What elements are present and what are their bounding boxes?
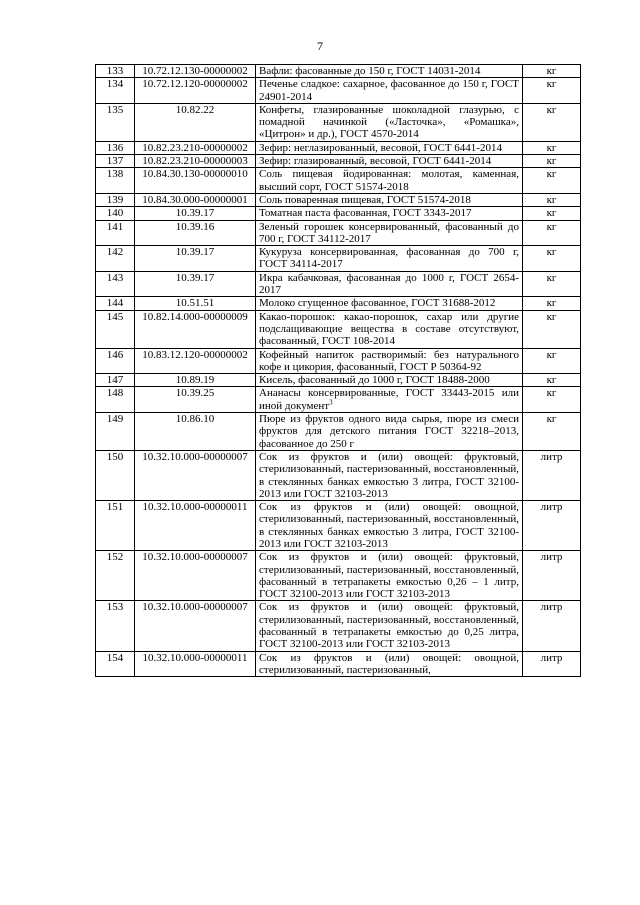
okpd-code-text: 10.86.10 [175, 413, 215, 426]
row-number [96, 168, 135, 194]
okpd-code-text: 10.39.25 [175, 387, 215, 400]
unit-of-measure [523, 651, 581, 677]
product-name [256, 168, 523, 194]
unit-of-measure [523, 310, 581, 348]
product-name [256, 310, 523, 348]
row-number-text: 144 [106, 297, 124, 310]
unit-of-measure [523, 141, 581, 154]
okpd-code [135, 413, 256, 451]
product-name [256, 78, 523, 104]
row-number [96, 220, 135, 246]
product-name [256, 207, 523, 220]
product-name [256, 450, 523, 500]
product-name [256, 271, 523, 297]
unit-of-measure-text: кг [546, 387, 557, 400]
product-name-text: Соль поваренная пищевая, ГОСТ 51574-2018 [259, 193, 471, 206]
table-row [96, 155, 581, 168]
product-name-text: Сок из фруктов и (или) овощей: фруктовый, стерилизованный, пастеризованный, восстановленный, фасованный в тетрапакеты емкостью до 0,25 литра, ГОСТ 32100-2013 или ГОСТ 32103-2013 [259, 601, 519, 651]
unit-of-measure-text: кг [546, 246, 557, 259]
unit-of-measure-text: кг [546, 220, 557, 233]
row-number-text: 137 [106, 155, 124, 168]
unit-of-measure-text: кг [546, 413, 557, 426]
row-number [96, 155, 135, 168]
unit-of-measure [523, 220, 581, 246]
product-name-text: Ананасы консервированные, ГОСТ 33443-2015 или иной документ [259, 387, 519, 412]
product-name [256, 551, 523, 601]
unit-of-measure [523, 551, 581, 601]
table-row [96, 193, 581, 206]
unit-of-measure [523, 103, 581, 141]
row-number-text: 153 [106, 601, 124, 614]
unit-of-measure-text: кг [546, 207, 557, 220]
row-number [96, 103, 135, 141]
product-name [256, 65, 523, 78]
row-number [96, 78, 135, 104]
okpd-code [135, 387, 256, 413]
unit-of-measure-text: кг [546, 297, 557, 310]
unit-of-measure [523, 374, 581, 387]
table-row [96, 310, 581, 348]
row-number-text: 139 [106, 193, 124, 206]
row-number-text: 150 [106, 450, 124, 463]
okpd-code-text: 10.84.30.130-00000010 [142, 168, 248, 181]
okpd-code-text: 10.32.10.000-00000011 [142, 651, 248, 664]
row-number-text: 136 [106, 141, 124, 154]
unit-of-measure-text: литр [540, 601, 563, 614]
row-number [96, 374, 135, 387]
product-name [256, 387, 523, 413]
unit-of-measure [523, 168, 581, 194]
unit-of-measure-text: кг [546, 103, 557, 116]
okpd-code [135, 374, 256, 387]
unit-of-measure [523, 246, 581, 272]
okpd-code [135, 155, 256, 168]
row-number [96, 246, 135, 272]
product-name-text: Сок из фруктов и (или) овощей: овощной, стерилизованный, пастеризованный, [259, 651, 519, 676]
table-row [96, 601, 581, 651]
unit-of-measure-text: кг [546, 141, 557, 154]
row-number-text: 145 [106, 310, 124, 323]
product-name-text: Зеленый горошек консервированный, фасованный до 700 г, ГОСТ 34112-2017 [259, 220, 519, 245]
product-name-text: Икра кабачковая, фасованная до 1000 г, ГОСТ 2654-2017 [259, 271, 519, 297]
row-number [96, 141, 135, 154]
table-row [96, 141, 581, 154]
table-row [96, 271, 581, 297]
product-name-text: Зефир: неглазированный, весовой, ГОСТ 6441-2014 [259, 141, 502, 154]
okpd-code-text: 10.39.17 [175, 271, 215, 284]
okpd-code [135, 207, 256, 220]
product-name-text: Соль пищевая йодированная: молотая, каменная, высший сорт, ГОСТ 51574-2018 [259, 168, 519, 193]
goods-table-body [96, 65, 581, 677]
product-name [256, 141, 523, 154]
okpd-code [135, 601, 256, 651]
unit-of-measure-text: литр [540, 651, 563, 664]
unit-of-measure-text: кг [546, 348, 557, 361]
okpd-code-text: 10.84.30.000-00000001 [142, 193, 248, 206]
table-row [96, 551, 581, 601]
product-name-text: Кофейный напиток растворимый: без натурального кофе и цикория, фасованный, ГОСТ Р 50364-92 [259, 348, 519, 373]
okpd-code-text: 10.82.23.210-00000003 [142, 155, 248, 168]
unit-of-measure [523, 65, 581, 78]
product-name [256, 501, 523, 551]
row-number [96, 310, 135, 348]
okpd-code-text: 10.32.10.000-00000011 [142, 501, 248, 514]
row-number [96, 271, 135, 297]
unit-of-measure-text: кг [546, 168, 557, 181]
product-name [256, 413, 523, 451]
unit-of-measure-text: кг [546, 78, 557, 91]
row-number [96, 193, 135, 206]
okpd-code-text: 10.39.17 [175, 207, 215, 220]
table-row [96, 103, 581, 141]
page-number: 7 [317, 39, 323, 53]
unit-of-measure [523, 450, 581, 500]
product-name [256, 374, 523, 387]
product-name-text: Зефир: глазированный, весовой, ГОСТ 6441-2014 [259, 155, 492, 168]
okpd-code [135, 65, 256, 78]
okpd-code-text: 10.32.10.000-00000007 [142, 551, 248, 564]
unit-of-measure-text: кг [546, 65, 557, 77]
unit-of-measure-text: кг [546, 374, 557, 387]
row-number [96, 348, 135, 374]
okpd-code-text: 10.72.12.130-00000002 [142, 65, 248, 77]
product-name [256, 193, 523, 206]
table-row [96, 374, 581, 387]
product-name-text: Кисель, фасованный до 1000 г, ГОСТ 18488-2000 [259, 374, 490, 387]
okpd-code-text: 10.39.16 [175, 220, 215, 233]
unit-of-measure [523, 297, 581, 310]
table-row [96, 207, 581, 220]
okpd-code [135, 193, 256, 206]
row-number-text: 134 [106, 78, 124, 91]
okpd-code [135, 297, 256, 310]
row-number [96, 501, 135, 551]
okpd-code-text: 10.82.23.210-00000002 [142, 141, 248, 154]
product-name-text: Конфеты, глазированные шоколадной глазурью, с помадной начинкой («Ласточка», «Ромашка», «Цитрон» и др.), ГОСТ 4570-2014 [259, 103, 519, 141]
table-row [96, 501, 581, 551]
table-row [96, 450, 581, 500]
product-name-text: Какао-порошок: какао-порошок, сахар или другие подслащивающие вещества в составе отсутствуют, фасованный, ГОСТ 108-2014 [259, 310, 519, 348]
row-number [96, 65, 135, 78]
unit-of-measure-text: литр [540, 551, 563, 564]
row-number-text: 148 [106, 387, 124, 400]
product-name-text: Молоко сгущенное фасованное, ГОСТ 31688-2012 [259, 297, 496, 310]
row-number-text: 154 [106, 651, 124, 664]
unit-of-measure [523, 193, 581, 206]
row-number-text: 141 [106, 220, 124, 233]
unit-of-measure [523, 78, 581, 104]
unit-of-measure-text: литр [540, 450, 563, 463]
unit-of-measure-text: кг [546, 271, 557, 284]
okpd-code [135, 501, 256, 551]
product-name-text: Вафли: фасованные до 150 г, ГОСТ 14031-2014 [259, 65, 481, 77]
row-number-text: 140 [106, 207, 124, 220]
product-name [256, 297, 523, 310]
product-name-text: Кукуруза консервированная, фасованная до 700 г, ГОСТ 34114-2017 [259, 246, 519, 271]
row-number-text: 146 [106, 348, 124, 361]
row-number [96, 601, 135, 651]
product-name-text: Сок из фруктов и (или) овощей: фруктовый, стерилизованный, пастеризованный, восстановленный, фасованный в тетрапакеты емкостью 0,26 – 1 литр, ГОСТ 32100-2013 или ГОСТ 32103-2013 [259, 551, 519, 601]
product-name [256, 601, 523, 651]
okpd-code [135, 103, 256, 141]
product-name-text: Сок из фруктов и (или) овощей: фруктовый, стерилизованный, пастеризованный, восстановленный, в стеклянных банках емкостью 3 литра, ГОСТ 32100-2013 или ГОСТ 32103-2013 [259, 450, 519, 500]
product-name-text: Томатная паста фасованная, ГОСТ 3343-2017 [259, 207, 472, 220]
table-row [96, 65, 581, 78]
row-number-text: 143 [106, 271, 124, 284]
product-name [256, 155, 523, 168]
okpd-code-text: 10.51.51 [175, 297, 215, 310]
okpd-code-text: 10.32.10.000-00000007 [142, 450, 248, 463]
table-row [96, 220, 581, 246]
okpd-code-text: 10.72.12.120-00000002 [142, 78, 248, 91]
unit-of-measure-text: литр [540, 501, 563, 514]
okpd-code [135, 348, 256, 374]
table-row [96, 297, 581, 310]
table-row [96, 387, 581, 413]
unit-of-measure [523, 348, 581, 374]
row-number-text: 152 [106, 551, 124, 564]
table-row [96, 246, 581, 272]
table-row [96, 168, 581, 194]
table-row [96, 413, 581, 451]
okpd-code-text: 10.83.12.120-00000002 [142, 348, 248, 361]
row-number-text: 138 [106, 168, 124, 181]
unit-of-measure [523, 413, 581, 451]
table-row [96, 348, 581, 374]
row-number-text: 135 [106, 103, 124, 116]
unit-of-measure-text: кг [546, 310, 557, 323]
unit-of-measure-text: кг [546, 155, 557, 168]
okpd-code [135, 271, 256, 297]
product-name [256, 348, 523, 374]
row-number [96, 551, 135, 601]
row-number-text: 142 [106, 246, 124, 259]
unit-of-measure [523, 207, 581, 220]
product-name [256, 220, 523, 246]
okpd-code [135, 651, 256, 677]
okpd-code-text: 10.32.10.000-00000007 [142, 601, 248, 614]
product-name [256, 246, 523, 272]
okpd-code [135, 551, 256, 601]
footnote-marker: 3 [329, 398, 333, 407]
product-name-text: Сок из фруктов и (или) овощей: овощной, стерилизованный, пастеризованный, восстановленный, в стеклянных банках емкостью 3 литра, ГОСТ 32100-2013 или ГОСТ 32103-2013 [259, 501, 519, 550]
okpd-code [135, 450, 256, 500]
product-name-text: Пюре из фруктов одного вида сырья, пюре из смеси фруктов для детского питания ГОСТ 32218–2013, фасованное до 250 г [259, 413, 519, 450]
unit-of-measure [523, 387, 581, 413]
row-number-text: 147 [106, 374, 124, 387]
unit-of-measure-text: кг [546, 193, 557, 206]
table-row [96, 78, 581, 104]
row-number [96, 651, 135, 677]
product-name-text: Печенье сладкое: сахарное, фасованное до 150 г, ГОСТ 24901-2014 [259, 78, 519, 103]
goods-table [95, 64, 581, 677]
row-number [96, 387, 135, 413]
okpd-code [135, 310, 256, 348]
row-number [96, 207, 135, 220]
okpd-code [135, 220, 256, 246]
okpd-code [135, 246, 256, 272]
okpd-code-text: 10.82.22 [175, 103, 215, 116]
okpd-code [135, 78, 256, 104]
row-number-text: 149 [106, 413, 124, 426]
row-number-text: 151 [106, 501, 124, 514]
unit-of-measure [523, 601, 581, 651]
table-row [96, 651, 581, 677]
product-name [256, 103, 523, 141]
row-number [96, 450, 135, 500]
product-name [256, 651, 523, 677]
row-number-text: 133 [106, 65, 124, 77]
unit-of-measure [523, 271, 581, 297]
unit-of-measure [523, 501, 581, 551]
okpd-code-text: 10.89.19 [175, 374, 215, 387]
okpd-code [135, 168, 256, 194]
row-number [96, 413, 135, 451]
okpd-code-text: 10.82.14.000-00000009 [142, 310, 248, 323]
okpd-code [135, 141, 256, 154]
unit-of-measure [523, 155, 581, 168]
okpd-code-text: 10.39.17 [175, 246, 215, 259]
row-number [96, 297, 135, 310]
